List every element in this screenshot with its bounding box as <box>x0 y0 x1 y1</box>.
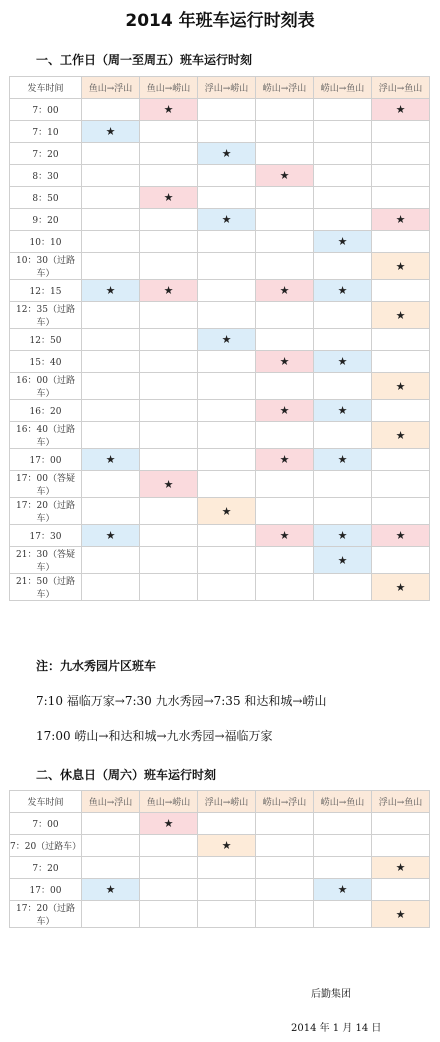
departure-time: 7：00 <box>10 813 82 835</box>
empty-cell <box>82 574 140 601</box>
service-cell <box>314 547 372 574</box>
departure-time: 12：50 <box>10 329 82 351</box>
empty-cell <box>140 547 198 574</box>
service-cell <box>140 813 198 835</box>
empty-cell <box>198 400 256 422</box>
service-cell <box>256 400 314 422</box>
table-row <box>10 449 430 471</box>
service-cell <box>314 400 372 422</box>
departure-time: 17：30 <box>10 525 82 547</box>
table-row <box>10 547 430 574</box>
service-cell <box>198 209 256 231</box>
table-row <box>10 302 430 329</box>
empty-cell <box>372 143 430 165</box>
service-cell <box>372 574 430 601</box>
table-row <box>10 835 430 857</box>
service-cell <box>140 471 198 498</box>
star-icon: ★ <box>337 235 348 248</box>
empty-cell <box>82 547 140 574</box>
star-icon: ★ <box>105 883 116 896</box>
star-icon: ★ <box>221 839 232 852</box>
departure-time: 17：20（过路车） <box>10 901 82 928</box>
empty-cell <box>140 302 198 329</box>
empty-cell <box>140 525 198 547</box>
star-icon: ★ <box>395 428 406 442</box>
empty-cell <box>82 901 140 928</box>
service-cell <box>256 165 314 187</box>
departure-time: 10：30（过路车） <box>10 253 82 280</box>
departure-time: 16：00（过路车） <box>10 373 82 400</box>
service-cell <box>82 121 140 143</box>
star-icon: ★ <box>337 355 348 368</box>
note-line-morning: 7:10 福临万家→7:30 九水秀园→7:35 和达和城→崂山 <box>36 694 327 708</box>
star-icon: ★ <box>395 379 406 393</box>
empty-cell <box>314 121 372 143</box>
empty-cell <box>314 187 372 209</box>
star-icon: ★ <box>105 284 116 297</box>
empty-cell <box>372 280 430 302</box>
empty-cell <box>256 574 314 601</box>
service-cell <box>256 351 314 373</box>
departure-time: 8：30 <box>10 165 82 187</box>
header-route: 崂山→浮山 <box>256 77 314 99</box>
service-cell <box>372 373 430 400</box>
empty-cell <box>198 187 256 209</box>
empty-cell <box>140 574 198 601</box>
weekend-section-heading: 二、休息日（周六）班车运行时刻 <box>36 768 217 782</box>
empty-cell <box>372 471 430 498</box>
empty-cell <box>140 835 198 857</box>
empty-cell <box>256 143 314 165</box>
star-icon: ★ <box>221 213 232 226</box>
empty-cell <box>198 574 256 601</box>
empty-cell <box>314 835 372 857</box>
header-route: 浮山→鱼山 <box>372 77 430 99</box>
empty-cell <box>256 498 314 525</box>
empty-cell <box>82 99 140 121</box>
table-row <box>10 498 430 525</box>
service-cell <box>198 143 256 165</box>
service-cell <box>256 280 314 302</box>
empty-cell <box>198 449 256 471</box>
departure-time: 17：00 <box>10 449 82 471</box>
empty-cell <box>256 422 314 449</box>
empty-cell <box>256 547 314 574</box>
empty-cell <box>82 253 140 280</box>
service-cell <box>314 525 372 547</box>
table-row <box>10 165 430 187</box>
empty-cell <box>198 901 256 928</box>
header-departure-time: 发车时间 <box>10 77 82 99</box>
empty-cell <box>256 329 314 351</box>
star-icon: ★ <box>395 213 406 226</box>
empty-cell <box>372 351 430 373</box>
empty-cell <box>256 813 314 835</box>
table-row <box>10 857 430 879</box>
empty-cell <box>256 857 314 879</box>
note-heading: 注：九水秀园片区班车 <box>36 659 157 673</box>
empty-cell <box>256 835 314 857</box>
service-cell <box>372 422 430 449</box>
empty-cell <box>82 835 140 857</box>
empty-cell <box>198 99 256 121</box>
star-icon: ★ <box>337 453 348 466</box>
empty-cell <box>314 498 372 525</box>
empty-cell <box>314 574 372 601</box>
empty-cell <box>82 498 140 525</box>
empty-cell <box>372 835 430 857</box>
star-icon: ★ <box>279 169 290 182</box>
empty-cell <box>372 165 430 187</box>
empty-cell <box>140 422 198 449</box>
empty-cell <box>314 422 372 449</box>
empty-cell <box>140 449 198 471</box>
empty-cell <box>372 187 430 209</box>
header-departure-time: 发车时间 <box>10 791 82 813</box>
service-cell <box>140 99 198 121</box>
empty-cell <box>256 187 314 209</box>
empty-cell <box>372 400 430 422</box>
table-row <box>10 121 430 143</box>
empty-cell <box>82 329 140 351</box>
empty-cell <box>82 187 140 209</box>
empty-cell <box>314 143 372 165</box>
empty-cell <box>372 449 430 471</box>
empty-cell <box>140 373 198 400</box>
star-icon: ★ <box>279 404 290 417</box>
star-icon: ★ <box>337 404 348 417</box>
empty-cell <box>314 253 372 280</box>
header-route: 鱼山→浮山 <box>82 791 140 813</box>
star-icon: ★ <box>337 883 348 896</box>
service-cell <box>82 449 140 471</box>
service-cell <box>256 525 314 547</box>
empty-cell <box>256 302 314 329</box>
departure-time: 16：40（过路车） <box>10 422 82 449</box>
star-icon: ★ <box>337 553 348 567</box>
service-cell <box>82 280 140 302</box>
star-icon: ★ <box>395 529 406 542</box>
table-row <box>10 231 430 253</box>
empty-cell <box>198 121 256 143</box>
star-icon: ★ <box>163 284 174 297</box>
table-row <box>10 879 430 901</box>
star-icon: ★ <box>163 817 174 830</box>
service-cell <box>256 449 314 471</box>
table-row <box>10 329 430 351</box>
empty-cell <box>372 329 430 351</box>
star-icon: ★ <box>337 284 348 297</box>
star-icon: ★ <box>221 504 232 518</box>
empty-cell <box>82 813 140 835</box>
empty-cell <box>82 400 140 422</box>
table-row <box>10 187 430 209</box>
departure-time: 7：10 <box>10 121 82 143</box>
service-cell <box>372 857 430 879</box>
empty-cell <box>256 209 314 231</box>
departure-time: 10：10 <box>10 231 82 253</box>
departure-time: 7：00 <box>10 99 82 121</box>
empty-cell <box>140 231 198 253</box>
table-row <box>10 280 430 302</box>
departure-time: 7：20（过路车） <box>10 835 82 857</box>
departure-time: 17：00 <box>10 879 82 901</box>
empty-cell <box>256 253 314 280</box>
empty-cell <box>140 121 198 143</box>
service-cell <box>372 253 430 280</box>
empty-cell <box>140 143 198 165</box>
departure-time: 21：50（过路车） <box>10 574 82 601</box>
table-row <box>10 525 430 547</box>
departure-time: 15：40 <box>10 351 82 373</box>
empty-cell <box>314 329 372 351</box>
table-row <box>10 422 430 449</box>
header-route: 崂山→鱼山 <box>314 791 372 813</box>
issuer-name: 后勤集团 <box>311 989 351 1000</box>
empty-cell <box>256 121 314 143</box>
header-route: 鱼山→崂山 <box>140 77 198 99</box>
star-icon: ★ <box>163 477 174 491</box>
header-route: 鱼山→浮山 <box>82 77 140 99</box>
empty-cell <box>314 99 372 121</box>
service-cell <box>140 187 198 209</box>
star-icon: ★ <box>221 333 232 346</box>
star-icon: ★ <box>279 355 290 368</box>
star-icon: ★ <box>221 147 232 160</box>
star-icon: ★ <box>163 191 174 204</box>
empty-cell <box>198 165 256 187</box>
table-row <box>10 901 430 928</box>
empty-cell <box>256 879 314 901</box>
note-line-evening: 17:00 崂山→和达和城→九水秀园→福临万家 <box>36 729 273 743</box>
service-cell <box>82 525 140 547</box>
empty-cell <box>256 99 314 121</box>
empty-cell <box>198 280 256 302</box>
header-row <box>10 77 430 99</box>
star-icon: ★ <box>279 453 290 466</box>
service-cell <box>372 525 430 547</box>
star-icon: ★ <box>395 103 406 116</box>
empty-cell <box>140 879 198 901</box>
departure-time: 7：20 <box>10 857 82 879</box>
empty-cell <box>372 813 430 835</box>
service-cell <box>372 901 430 928</box>
empty-cell <box>82 302 140 329</box>
table-row <box>10 813 430 835</box>
star-icon: ★ <box>279 284 290 297</box>
service-cell <box>198 329 256 351</box>
empty-cell <box>314 813 372 835</box>
weekend-timetable <box>9 790 430 928</box>
empty-cell <box>198 351 256 373</box>
empty-cell <box>256 471 314 498</box>
departure-time: 17：20（过路车） <box>10 498 82 525</box>
service-cell <box>372 209 430 231</box>
service-cell <box>314 449 372 471</box>
weekday-section-heading: 一、工作日（周一至周五）班车运行时刻 <box>36 53 253 67</box>
departure-time: 7：20 <box>10 143 82 165</box>
empty-cell <box>372 498 430 525</box>
empty-cell <box>140 329 198 351</box>
star-icon: ★ <box>105 529 116 542</box>
empty-cell <box>198 471 256 498</box>
service-cell <box>140 280 198 302</box>
empty-cell <box>140 253 198 280</box>
header-route: 浮山→鱼山 <box>372 791 430 813</box>
star-icon: ★ <box>395 308 406 322</box>
service-cell <box>82 879 140 901</box>
service-cell <box>314 351 372 373</box>
empty-cell <box>82 231 140 253</box>
empty-cell <box>140 400 198 422</box>
departure-time: 8：50 <box>10 187 82 209</box>
empty-cell <box>256 901 314 928</box>
table-row <box>10 400 430 422</box>
empty-cell <box>314 901 372 928</box>
empty-cell <box>82 422 140 449</box>
star-icon: ★ <box>105 453 116 466</box>
empty-cell <box>82 373 140 400</box>
empty-cell <box>82 351 140 373</box>
header-route: 崂山→鱼山 <box>314 77 372 99</box>
service-cell <box>372 302 430 329</box>
table-row <box>10 253 430 280</box>
star-icon: ★ <box>337 529 348 542</box>
empty-cell <box>314 471 372 498</box>
empty-cell <box>198 547 256 574</box>
star-icon: ★ <box>105 125 116 138</box>
empty-cell <box>198 231 256 253</box>
empty-cell <box>140 857 198 879</box>
star-icon: ★ <box>163 103 174 116</box>
empty-cell <box>82 143 140 165</box>
empty-cell <box>372 231 430 253</box>
page-title: 2014 年班车运行时刻表 <box>125 11 315 31</box>
empty-cell <box>256 231 314 253</box>
star-icon: ★ <box>395 580 406 594</box>
departure-time: 21：30（答疑车） <box>10 547 82 574</box>
service-cell <box>198 498 256 525</box>
empty-cell <box>198 302 256 329</box>
star-icon: ★ <box>395 907 406 921</box>
header-route: 浮山→崂山 <box>198 77 256 99</box>
empty-cell <box>140 165 198 187</box>
departure-time: 16：20 <box>10 400 82 422</box>
departure-time: 17：00（答疑车） <box>10 471 82 498</box>
empty-cell <box>82 471 140 498</box>
empty-cell <box>198 857 256 879</box>
header-row <box>10 791 430 813</box>
star-icon: ★ <box>395 861 406 874</box>
header-route: 浮山→崂山 <box>198 791 256 813</box>
empty-cell <box>140 901 198 928</box>
empty-cell <box>198 253 256 280</box>
star-icon: ★ <box>279 529 290 542</box>
service-cell <box>198 835 256 857</box>
star-icon: ★ <box>395 259 406 273</box>
table-row <box>10 574 430 601</box>
service-cell <box>314 231 372 253</box>
empty-cell <box>372 121 430 143</box>
service-cell <box>372 99 430 121</box>
empty-cell <box>140 498 198 525</box>
header-route: 鱼山→崂山 <box>140 791 198 813</box>
weekday-timetable <box>9 76 430 601</box>
table-row <box>10 209 430 231</box>
header-route: 崂山→浮山 <box>256 791 314 813</box>
empty-cell <box>198 422 256 449</box>
departure-time: 12：15 <box>10 280 82 302</box>
table-row <box>10 99 430 121</box>
empty-cell <box>256 373 314 400</box>
table-row <box>10 471 430 498</box>
empty-cell <box>82 165 140 187</box>
empty-cell <box>198 525 256 547</box>
table-row <box>10 373 430 400</box>
table-row <box>10 351 430 373</box>
empty-cell <box>198 879 256 901</box>
empty-cell <box>314 373 372 400</box>
empty-cell <box>140 351 198 373</box>
table-row <box>10 143 430 165</box>
empty-cell <box>372 547 430 574</box>
departure-time: 12：35（过路车） <box>10 302 82 329</box>
empty-cell <box>82 857 140 879</box>
empty-cell <box>314 302 372 329</box>
empty-cell <box>314 165 372 187</box>
empty-cell <box>198 373 256 400</box>
empty-cell <box>140 209 198 231</box>
service-cell <box>314 879 372 901</box>
empty-cell <box>314 209 372 231</box>
empty-cell <box>82 209 140 231</box>
empty-cell <box>372 879 430 901</box>
service-cell <box>314 280 372 302</box>
empty-cell <box>314 857 372 879</box>
empty-cell <box>198 813 256 835</box>
issue-date: 2014 年 1 月 14 日 <box>291 1023 382 1034</box>
departure-time: 9：20 <box>10 209 82 231</box>
